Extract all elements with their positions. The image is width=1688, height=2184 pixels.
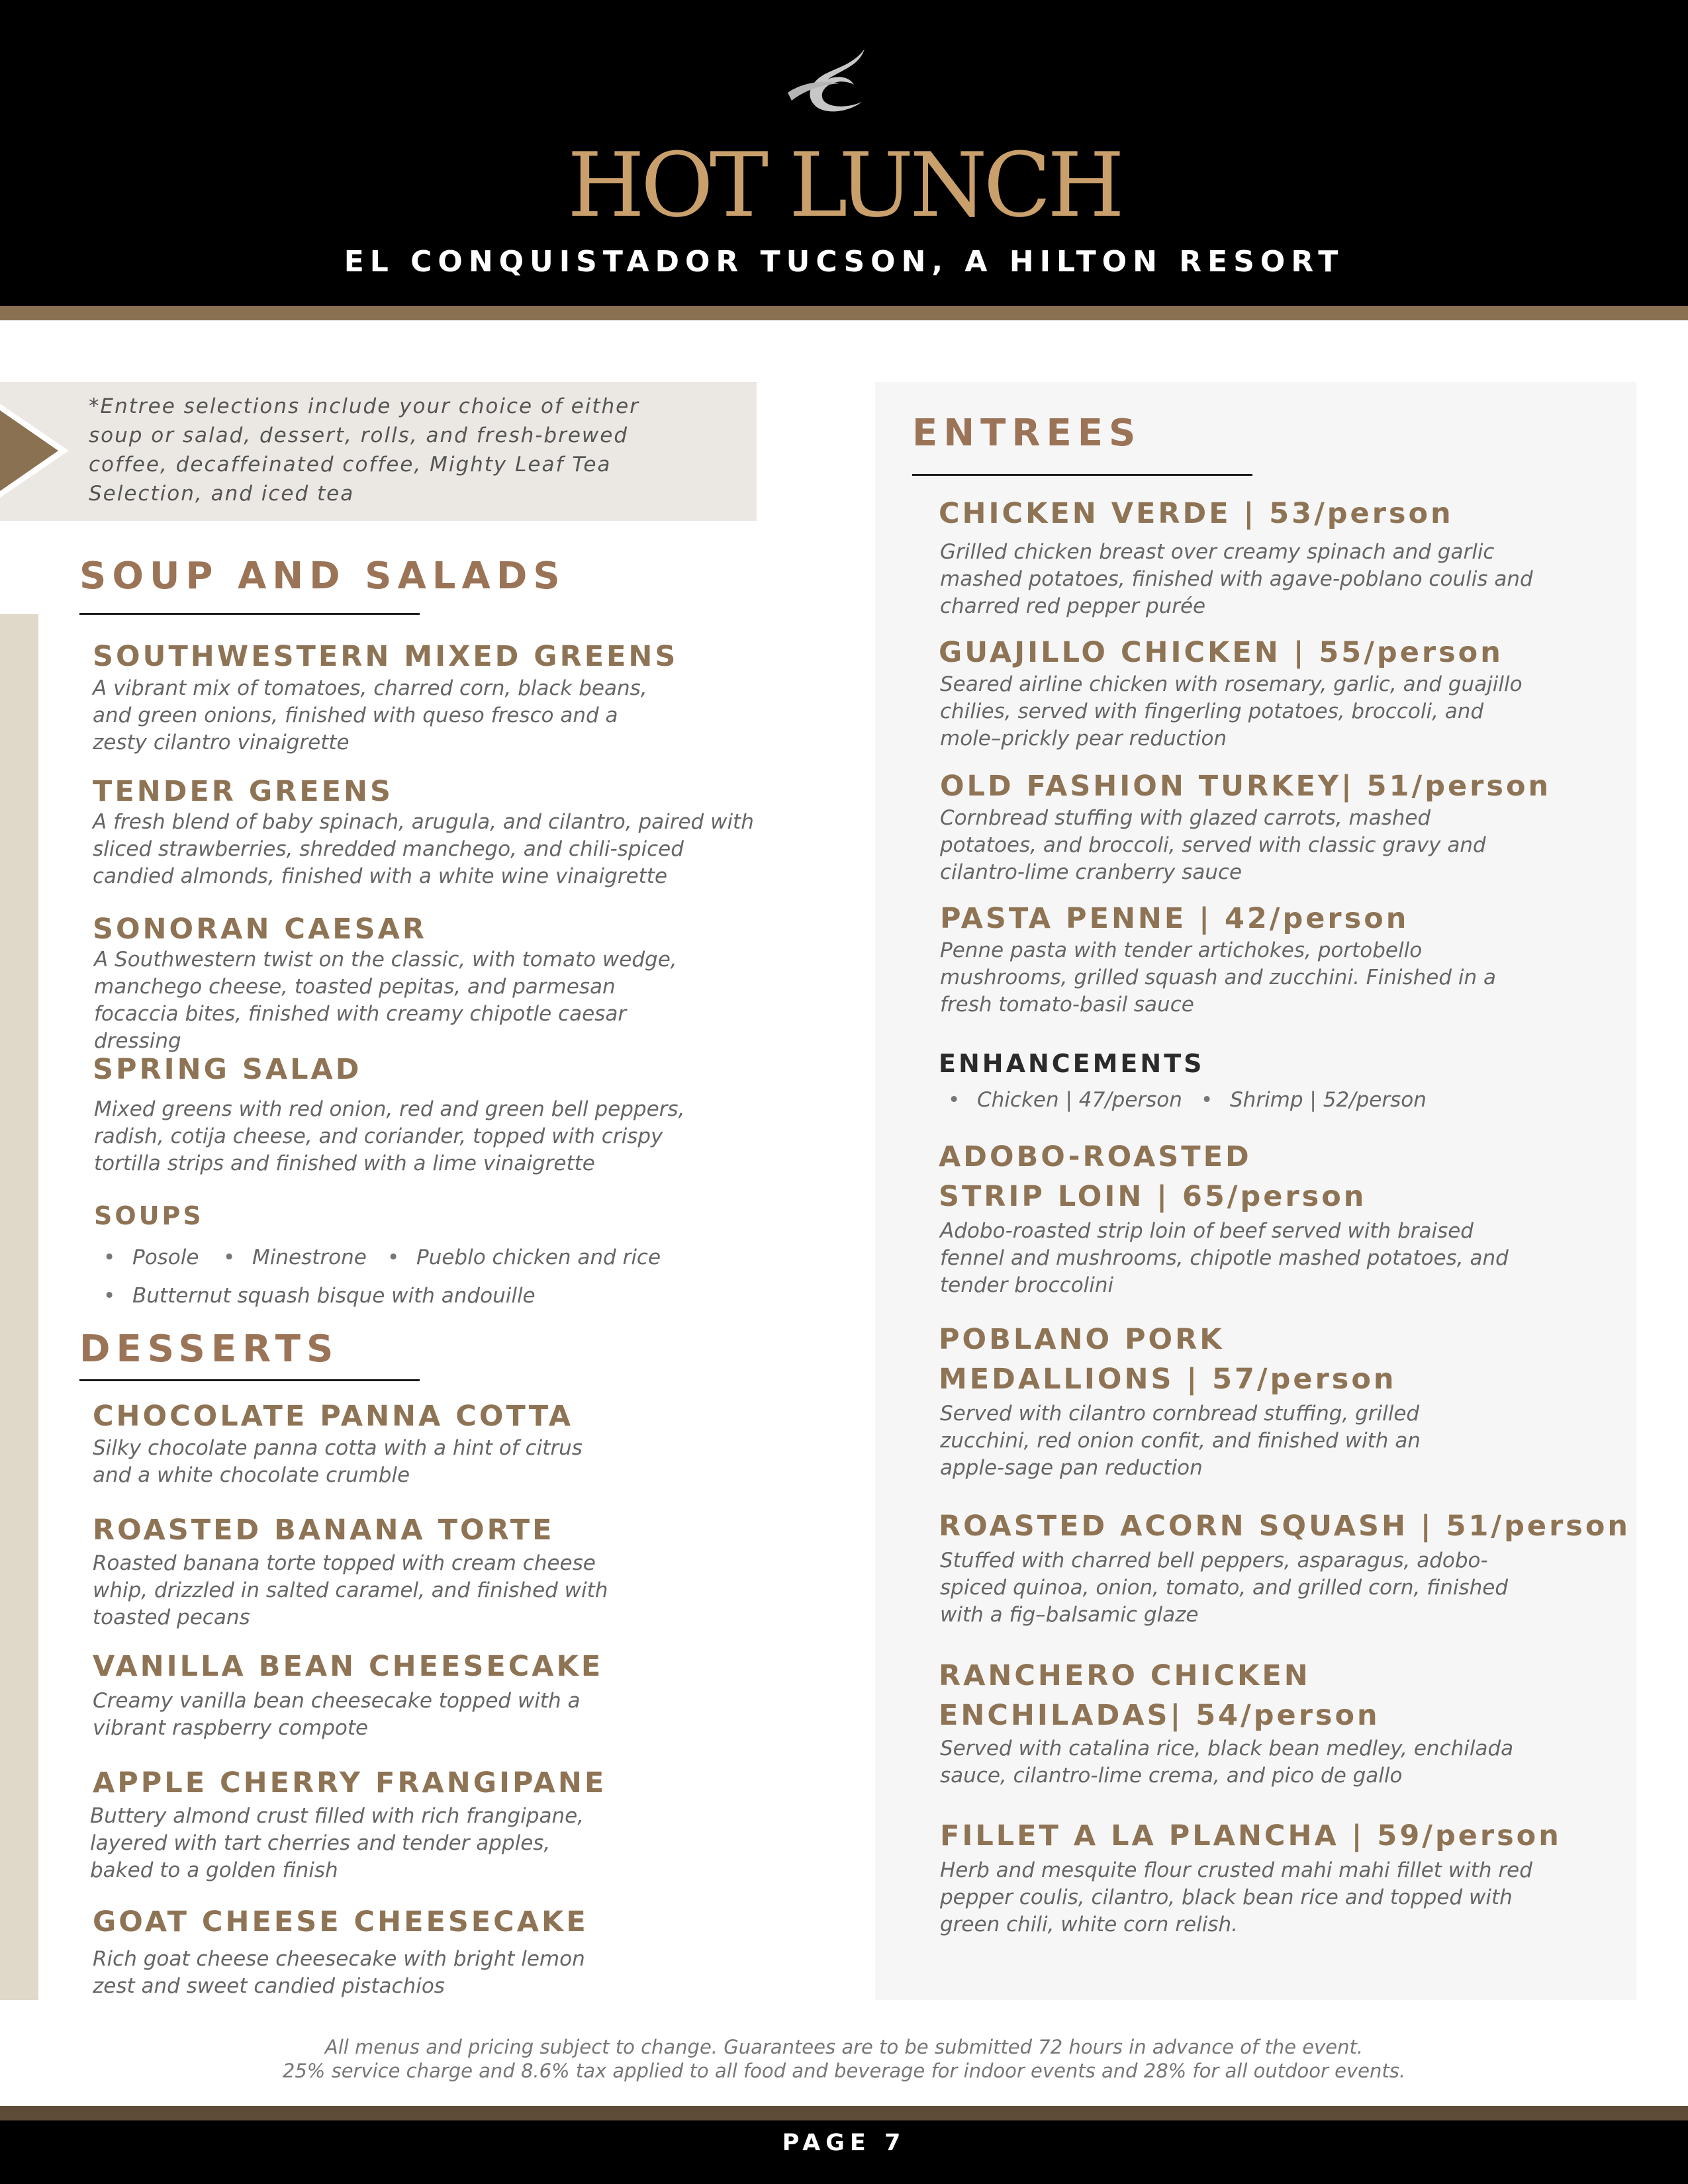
menu-item-description: Rich goat cheese cheesecake with bright lemon zest and sweet candied pistachios bbox=[93, 1947, 585, 1998]
section-title-desserts: DESSERTS bbox=[79, 1328, 340, 1371]
menu-item-description: Served with cilantro cornbread stuffing, grilled zucchini, red onion confit, and finished with an apple-sage pan reduction bbox=[940, 1402, 1421, 1480]
menu-item-name-line1: RANCHERO CHICKEN bbox=[939, 1659, 1311, 1692]
soups-heading: SOUPS bbox=[94, 1201, 204, 1230]
menu-item-description: Penne pasta with tender artichokes, portobello mushrooms, grilled squash and zucchini. Finished in a fresh tomato-basil sauce bbox=[940, 938, 1496, 1017]
menu-item-name: SPRING SALAD bbox=[93, 1053, 362, 1086]
menu-item-name-line2: STRIP LOIN | 65/person bbox=[939, 1180, 1367, 1213]
soup-option: • Butternut squash bisque with andouille bbox=[132, 1283, 536, 1309]
left-decorative-stripe bbox=[0, 614, 38, 2000]
section-rule bbox=[79, 1379, 420, 1381]
menu-item-name-line2: ENCHILADAS| 54/person bbox=[939, 1699, 1380, 1732]
menu-item-description: A vibrant mix of tomatoes, charred corn, black beans, and green onions, finished with queso fresco and a zesty cilantro vinaigrette bbox=[93, 676, 647, 754]
entree-note-text: *Entree selections include your choice of either soup or salad, dessert, rolls, and fresh-brewed coffee, decaffeinated coffee, Mighty Leaf Tea Selection, and iced tea bbox=[89, 394, 639, 506]
header-divider-band bbox=[0, 306, 1688, 320]
page-number: PAGE 7 bbox=[782, 2130, 906, 2156]
footer-divider-band bbox=[0, 2106, 1688, 2120]
menu-item-description: Creamy vanilla bean cheesecake topped with a vibrant raspberry compote bbox=[93, 1689, 581, 1740]
enhancement-option: • Shrimp | 52/person bbox=[1230, 1087, 1427, 1113]
menu-item-description: Herb and mesquite flour crusted mahi mahi fillet with red pepper coulis, cilantro, black bean rice and topped with green chili, white corn relish. bbox=[940, 1858, 1532, 1936]
menu-item-name: ROASTED ACORN SQUASH | 51/person bbox=[939, 1510, 1631, 1543]
soup-option: • Pueblo chicken and rice bbox=[416, 1244, 661, 1271]
menu-item-description: Adobo-roasted strip loin of beef served with braised fennel and mushrooms, chipotle mashed potatoes, and tender broccolini bbox=[940, 1219, 1509, 1297]
resort-name: EL CONQUISTADOR TUCSON, A HILTON RESORT bbox=[344, 245, 1344, 279]
enhancement-option: • Chicken | 47/person bbox=[977, 1087, 1182, 1113]
section-rule bbox=[912, 474, 1252, 476]
menu-item-name: TENDER GREENS bbox=[93, 775, 393, 808]
menu-item-description: Cornbread stuffing with glazed carrots, mashed potatoes, and broccoli, served with classic gravy and cilantro-lime cranberry sauce bbox=[940, 806, 1486, 884]
menu-item-name: APPLE CHERRY FRANGIPANE bbox=[93, 1766, 607, 1799]
menu-item-name: VANILLA BEAN CHEESECAKE bbox=[93, 1650, 604, 1683]
menu-item-name: CHICKEN VERDE | 53/person bbox=[939, 497, 1454, 530]
header bbox=[0, 0, 1688, 306]
menu-item-description: A fresh blend of baby spinach, arugula, and cilantro, paired with sliced strawberries, shredded manchego, and chili-spiced candied almonds, finished with a white wine vinaigrette bbox=[93, 810, 754, 888]
menu-item-name: SOUTHWESTERN MIXED GREENS bbox=[93, 640, 679, 673]
menu-item-name: SONORAN CAESAR bbox=[93, 913, 427, 946]
menu-item-name: CHOCOLATE PANNA COTTA bbox=[93, 1400, 573, 1433]
menu-item-description: Seared airline chicken with rosemary, garlic, and guajillo chilies, served with fingerling potatoes, broccoli, and mole–prickly pear reduction bbox=[940, 672, 1523, 751]
menu-item-description: Served with catalina rice, black bean medley, enchilada sauce, cilantro-lime crema, and pico de gallo bbox=[940, 1737, 1514, 1788]
menu-item-name-line1: POBLANO PORK bbox=[939, 1323, 1225, 1356]
menu-item-name: PASTA PENNE | 42/person bbox=[940, 902, 1409, 935]
menu-item-description: Grilled chicken breast over creamy spinach and garlic mashed potatoes, finished with agave-poblano coulis and charred red pepper purée bbox=[940, 540, 1533, 618]
soup-option: • Posole bbox=[132, 1244, 199, 1271]
soup-option: • Minestrone bbox=[252, 1244, 367, 1271]
footer-disclaimer-line2: 25% service charge and 8.6% tax applied to all food and beverage for indoor events and 28% for all outdoor events. bbox=[282, 2060, 1406, 2082]
menu-item-description: Stuffed with charred bell peppers, asparagus, adobo-spiced quinoa, onion, tomato, and grilled corn, finished with a fig–balsamic glaze bbox=[940, 1549, 1509, 1627]
menu-item-description: Roasted banana torte topped with cream cheese whip, drizzled in salted caramel, and finished with toasted pecans bbox=[93, 1551, 608, 1629]
menu-item-description: Silky chocolate panna cotta with a hint of citrus and a white chocolate crumble bbox=[93, 1436, 583, 1487]
menu-item-name: GOAT CHEESE CHEESECAKE bbox=[93, 1905, 588, 1938]
menu-item-description: Mixed greens with red onion, red and green bell peppers, radish, cotija cheese, and coriander, topped with crispy tortilla strips and finished with a lime vinaigrette bbox=[94, 1097, 685, 1175]
menu-item-name-line1: ADOBO-ROASTED bbox=[939, 1140, 1252, 1173]
section-title-soup-salads: SOUP AND SALADS bbox=[79, 555, 566, 598]
enhancements-heading: ENHANCEMENTS bbox=[939, 1049, 1205, 1078]
triangle-arrow-icon bbox=[0, 401, 73, 500]
footer-disclaimer-line1: All menus and pricing subject to change. Guarantees are to be submitted 72 hours in advance of the event. bbox=[324, 2036, 1364, 2058]
menu-item-name: ROASTED BANANA TORTE bbox=[93, 1514, 555, 1547]
menu-item-name: FILLET A LA PLANCHA | 59/person bbox=[940, 1819, 1562, 1852]
menu-item-description: Buttery almond crust filled with rich frangipane, layered with tart cherries and tender apples, baked to a golden finish bbox=[90, 1804, 585, 1882]
stylized-e-leaf-icon bbox=[781, 44, 887, 116]
menu-item-name: OLD FASHION TURKEY| 51/person bbox=[940, 770, 1552, 803]
menu-item-name: GUAJILLO CHICKEN | 55/person bbox=[939, 636, 1503, 669]
page-title: HOT LUNCH bbox=[567, 134, 1121, 237]
menu-item-name-line2: MEDALLIONS | 57/person bbox=[939, 1363, 1397, 1396]
section-title-entrees: ENTREES bbox=[912, 412, 1142, 455]
menu-item-description: A Southwestern twist on the classic, with tomato wedge, manchego cheese, toasted pepitas, and parmesan focaccia bites, finished with creamy chipotle caesar dressing bbox=[94, 948, 677, 1053]
section-rule bbox=[79, 613, 420, 615]
